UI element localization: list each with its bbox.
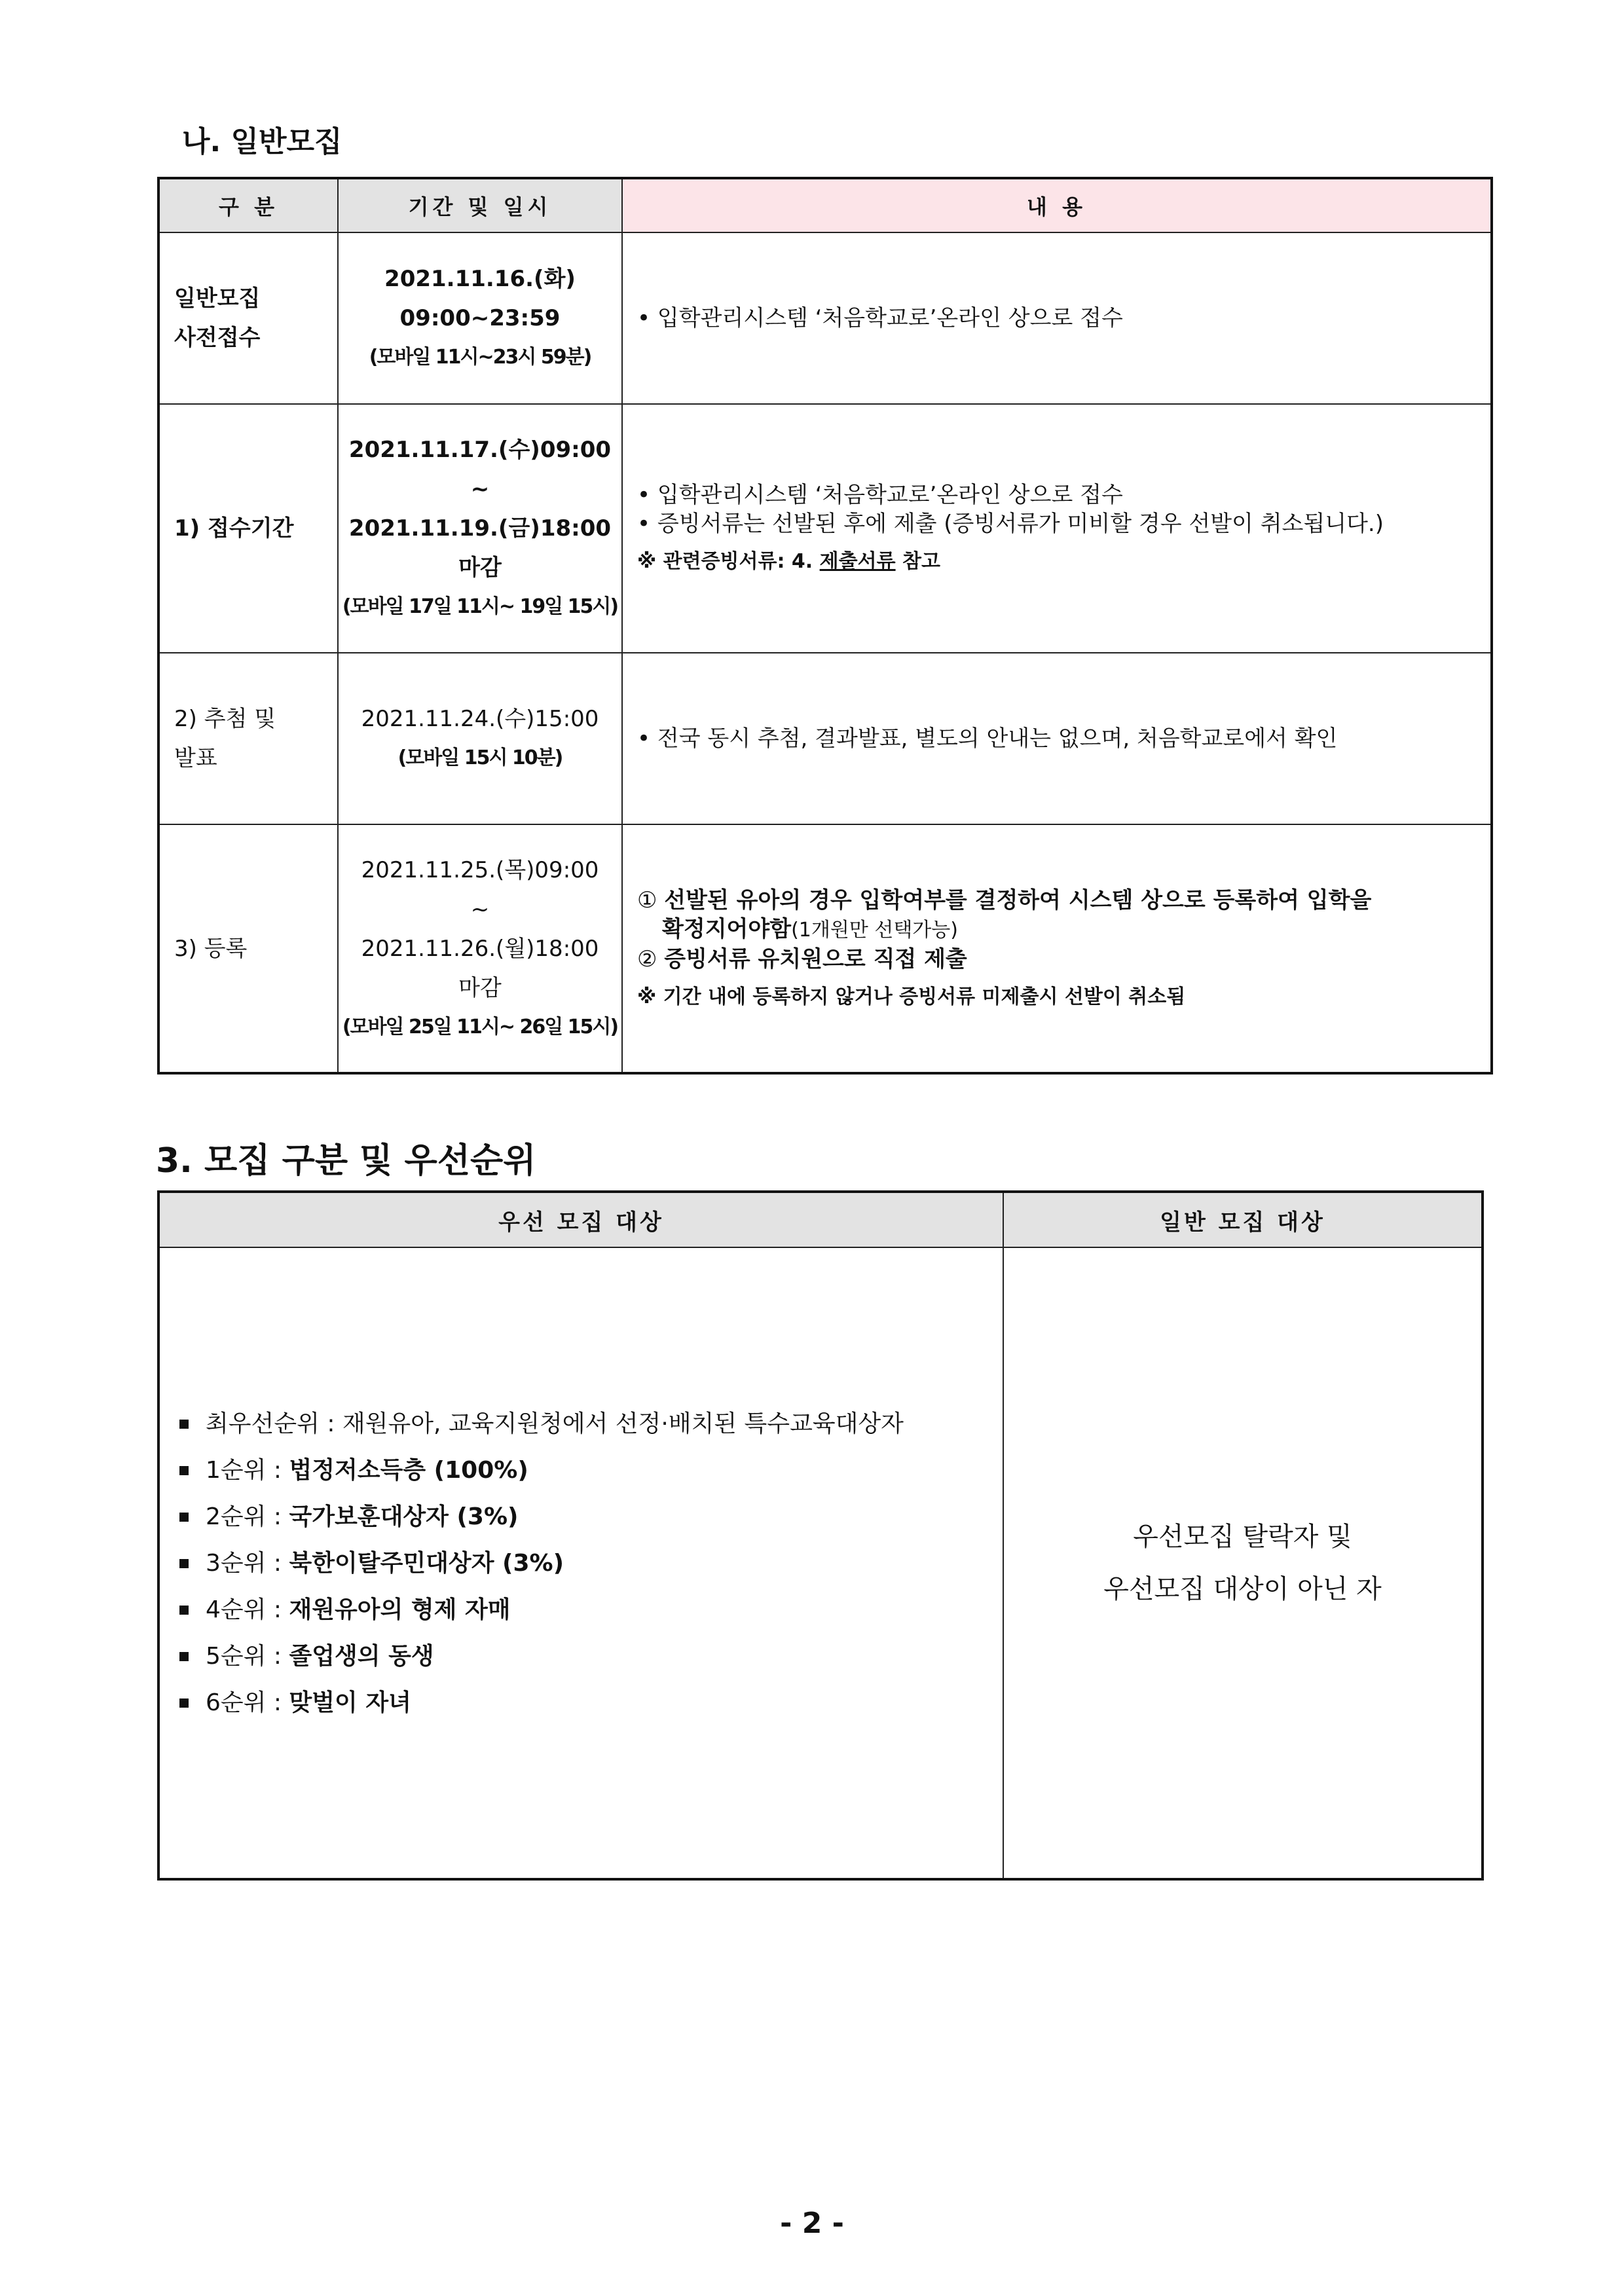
mobile-period: (모바일 25일 11시~ 26일 15시) [342, 1015, 618, 1038]
header-general-target: 일반 모집 대상 [1003, 1192, 1483, 1247]
mobile-period: (모바일 15시 10분) [397, 746, 563, 769]
priority-list [160, 1401, 1003, 1726]
page-number: - 2 - [780, 2207, 844, 2240]
list-item: 4순위 : 재원유아의 형제 자매 [206, 1587, 1003, 1633]
list-item: 3순위 : 북한이탈주민대상자 (3%) [206, 1540, 1003, 1587]
table-row [158, 232, 1492, 404]
row-content: • 입학관리시스템 ‘처음학교로’온라인 상으로 접수 • 증빙서류는 선발된 후에 제출 (증빙서류가 미비할 경우 선발이 취소됩니다.) ※ 관련증빙서류: 4. 제출서류 참고 [622, 404, 1492, 653]
list-item: 1순위 : 법정저소득층 (100%) [206, 1447, 1003, 1494]
priority-list-cell [158, 1247, 1003, 1879]
row-period: 2021.11.25.(목)09:00 ~ 2021.11.26.(월)18:00 마감 (모바일 25일 11시~ 26일 15시) [338, 824, 622, 1073]
header-priority-target: 우선 모집 대상 [158, 1192, 1003, 1247]
row-content: • 전국 동시 추첨, 결과발표, 별도의 안내는 없으며, 처음학교로에서 확인 [622, 653, 1492, 824]
register-item: ① 선발된 유아의 경우 입학여부를 결정하여 시스템 상으로 등록하여 입학을 [637, 887, 1372, 913]
row-period: 2021.11.17.(수)09:00 ~ 2021.11.19.(금)18:00 마감 (모바일 17일 11시~ 19일 15시) [338, 404, 622, 653]
row-content [622, 824, 1492, 1073]
list-item: 6순위 : 맞벌이 자녀 [206, 1680, 1003, 1726]
row-category: 2) 추첨 및 발표 [158, 653, 338, 824]
row-category: 1) 접수기간 [158, 404, 338, 653]
section-title-general-recruitment: 나. 일반모집 [182, 125, 342, 158]
mobile-period: (모바일 17일 11시~ 19일 15시) [342, 595, 618, 618]
header-content: 내 용 [622, 178, 1492, 232]
table-row [158, 824, 1492, 1073]
mobile-period: (모바일 11시~23시 59분) [369, 346, 591, 369]
header-category: 구 분 [158, 178, 338, 232]
row-period: 2021.11.16.(화) 09:00~23:59 (모바일 11시~23시 59분) [338, 232, 622, 404]
row-content: • 입학관리시스템 ‘처음학교로’온라인 상으로 접수 [622, 232, 1492, 404]
row-category: 일반모집 사전접수 [158, 232, 338, 404]
list-item: 최우선순위 : 재원유아, 교육지원청에서 선정·배치된 특수교육대상자 [206, 1401, 1003, 1447]
list-item: 2순위 : 국가보훈대상자 (3%) [206, 1494, 1003, 1540]
priority-table [157, 1190, 1484, 1881]
note-documents: ※ 관련증빙서류: 4. 제출서류 참고 [637, 550, 940, 573]
general-recruitment-table [157, 177, 1493, 1074]
list-item: 5순위 : 졸업생의 동생 [206, 1633, 1003, 1680]
table-row [158, 653, 1492, 824]
general-target-cell: 우선모집 탈락자 및 우선모집 대상이 아닌 자 [1003, 1247, 1483, 1879]
row-category: 3) 등록 [158, 824, 338, 1073]
section-title-priority: 3. 모집 구분 및 우선순위 [156, 1141, 536, 1181]
register-item: 확정지어야함(1개원만 선택가능) [662, 915, 958, 942]
note-cancel: ※ 기간 내에 등록하지 않거나 증빙서류 미제출시 선발이 취소됨 [637, 985, 1186, 1008]
register-item: ② 증빙서류 유치원으로 직접 제출 [637, 946, 967, 972]
row-period: 2021.11.24.(수)15:00 (모바일 15시 10분) [338, 653, 622, 824]
submitted-documents-link[interactable]: 제출서류 [819, 550, 896, 573]
header-period: 기간 및 일시 [338, 178, 622, 232]
table-row [158, 404, 1492, 653]
